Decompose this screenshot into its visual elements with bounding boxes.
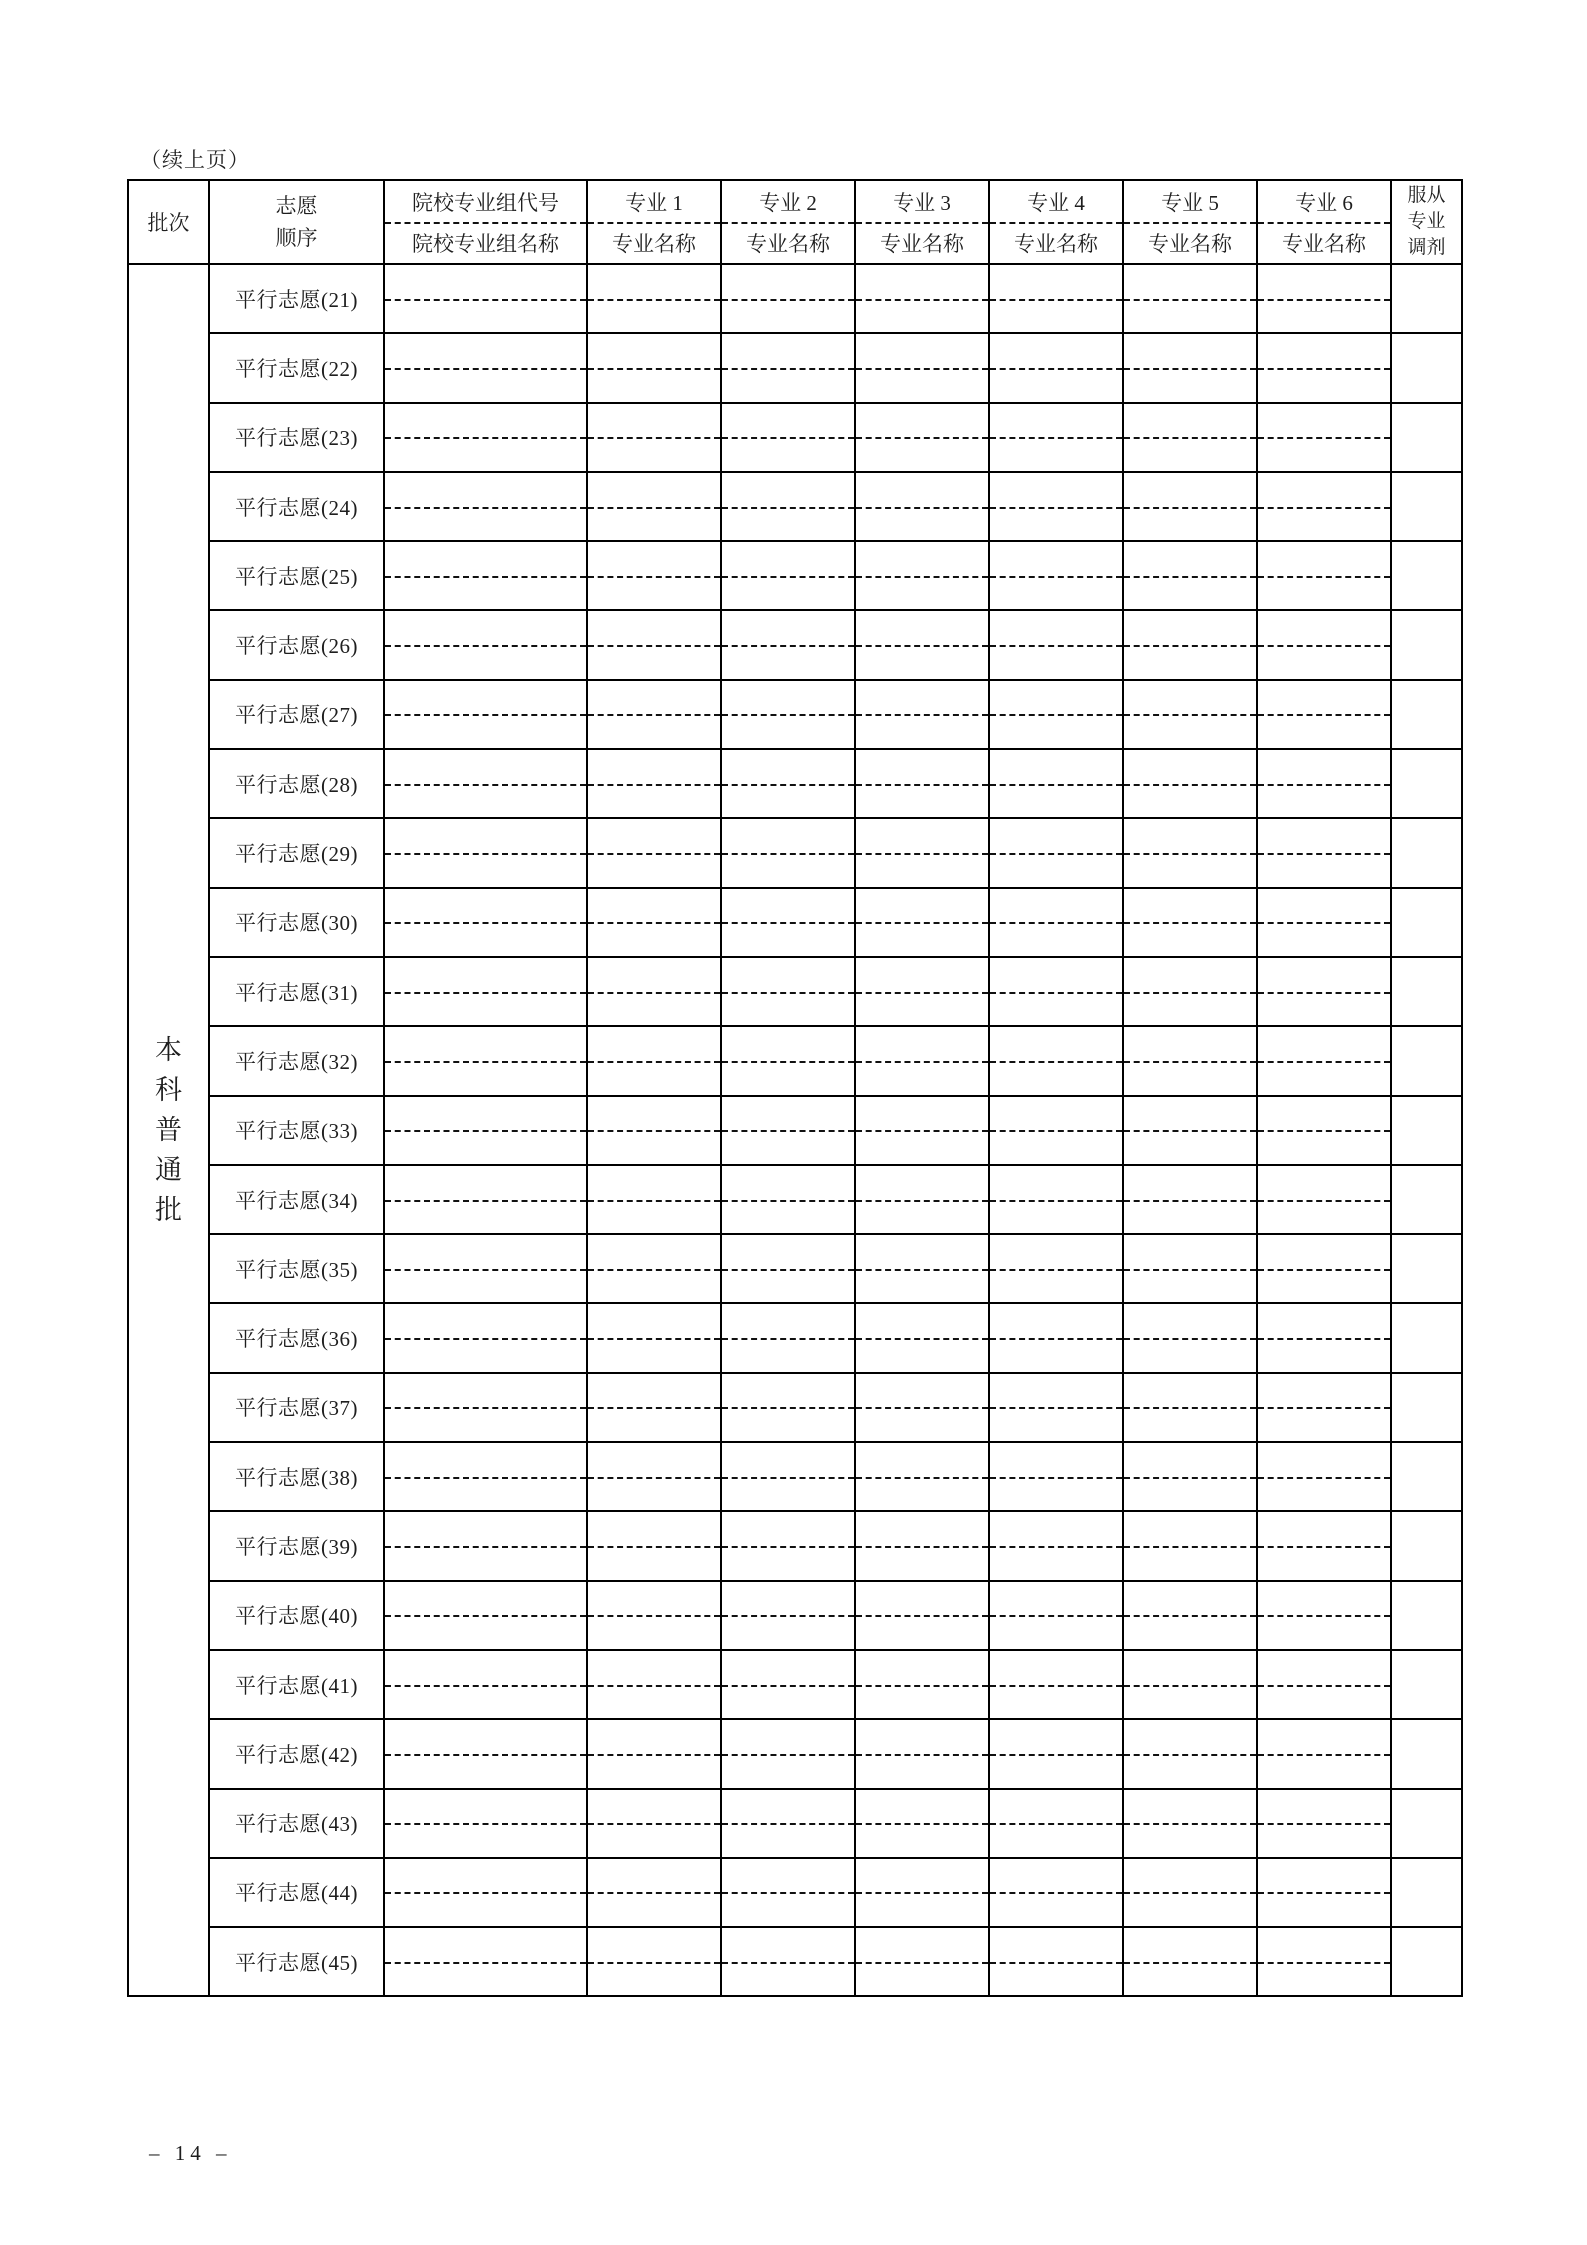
major-1-fill-cell — [587, 1373, 721, 1442]
obey-adjustment-cell — [1391, 333, 1462, 402]
volunteer-order-label: 平行志愿(21) — [209, 264, 384, 333]
major-3-fill-cell — [855, 1719, 989, 1788]
table-row — [128, 1165, 1462, 1234]
major-6-fill-cell — [1257, 1719, 1391, 1788]
major-5-fill-cell — [1123, 1858, 1257, 1927]
group-fill-cell — [384, 1026, 587, 1095]
group-fill-cell — [384, 1303, 587, 1372]
major-1-fill-cell — [587, 1165, 721, 1234]
major-3-fill-cell — [855, 1234, 989, 1303]
major-3-fill-cell — [855, 957, 989, 1026]
major-4-fill-cell — [989, 1373, 1123, 1442]
obey-adjustment-cell — [1391, 1511, 1462, 1580]
major-4-fill-cell — [989, 1026, 1123, 1095]
obey-adjustment-cell — [1391, 1581, 1462, 1650]
major-2-fill-cell — [721, 1026, 855, 1095]
volunteer-order-label: 平行志愿(45) — [209, 1927, 384, 1996]
table-row — [128, 1719, 1462, 1788]
group-fill-cell — [384, 1096, 587, 1165]
major-1-fill-cell — [587, 541, 721, 610]
header-obey-line1: 服从 — [1407, 185, 1446, 206]
page-number: – 14 – — [149, 2141, 232, 2165]
obey-adjustment-cell — [1391, 403, 1462, 472]
major-2-fill-cell — [721, 1373, 855, 1442]
volunteer-order-label: 平行志愿(39) — [209, 1511, 384, 1580]
major-2-fill-cell — [721, 1789, 855, 1858]
table-row — [128, 957, 1462, 1026]
major-2-fill-cell — [721, 1581, 855, 1650]
major-3-fill-cell — [855, 749, 989, 818]
major-3-fill-cell — [855, 1303, 989, 1372]
major-2-fill-cell — [721, 1234, 855, 1303]
table-row — [128, 610, 1462, 679]
group-fill-cell — [384, 1858, 587, 1927]
major-5-fill-cell — [1123, 1442, 1257, 1511]
major-3-fill-cell — [855, 333, 989, 402]
volunteer-order-label: 平行志愿(43) — [209, 1789, 384, 1858]
volunteer-order-label: 平行志愿(36) — [209, 1303, 384, 1372]
major-6-fill-cell — [1257, 818, 1391, 887]
major-4-fill-cell — [989, 1789, 1123, 1858]
major-2-fill-cell — [721, 1442, 855, 1511]
major-6-fill-cell — [1257, 1234, 1391, 1303]
major-1-fill-cell — [587, 472, 721, 541]
table-row — [128, 1511, 1462, 1580]
header-batch — [128, 180, 209, 264]
obey-adjustment-cell — [1391, 1650, 1462, 1719]
major-6-fill-cell — [1257, 749, 1391, 818]
major-5-fill-cell — [1123, 1026, 1257, 1095]
major-4-fill-cell — [989, 1927, 1123, 1996]
obey-adjustment-cell — [1391, 1373, 1462, 1442]
table-row — [128, 680, 1462, 749]
table-row — [128, 818, 1462, 887]
major-4-fill-cell — [989, 1165, 1123, 1234]
group-fill-cell — [384, 1650, 587, 1719]
header-major-3-label: 专业 3 — [893, 190, 951, 215]
header-major-3-sub: 专业名称 — [880, 231, 964, 256]
header-batch-label: 批次 — [147, 211, 190, 235]
major-2-fill-cell — [721, 818, 855, 887]
table-row — [128, 888, 1462, 957]
group-fill-cell — [384, 1442, 587, 1511]
header-major-5 — [1123, 180, 1257, 264]
major-5-fill-cell — [1123, 1581, 1257, 1650]
obey-adjustment-cell — [1391, 680, 1462, 749]
header-row — [128, 180, 1462, 264]
obey-adjustment-cell — [1391, 1303, 1462, 1372]
volunteer-order-label: 平行志愿(23) — [209, 403, 384, 472]
major-4-fill-cell — [989, 1511, 1123, 1580]
header-major-6 — [1257, 180, 1391, 264]
major-3-fill-cell — [855, 1927, 989, 1996]
major-1-fill-cell — [587, 888, 721, 957]
major-4-fill-cell — [989, 957, 1123, 1026]
major-3-fill-cell — [855, 264, 989, 333]
obey-adjustment-cell — [1391, 472, 1462, 541]
obey-adjustment-cell — [1391, 818, 1462, 887]
table-row — [128, 541, 1462, 610]
major-2-fill-cell — [721, 1719, 855, 1788]
major-1-fill-cell — [587, 680, 721, 749]
table-row — [128, 403, 1462, 472]
header-major-2-sub: 专业名称 — [746, 231, 830, 256]
group-fill-cell — [384, 610, 587, 679]
major-4-fill-cell — [989, 264, 1123, 333]
major-6-fill-cell — [1257, 333, 1391, 402]
header-major-3 — [855, 180, 989, 264]
volunteer-order-label: 平行志愿(30) — [209, 888, 384, 957]
major-5-fill-cell — [1123, 749, 1257, 818]
major-5-fill-cell — [1123, 888, 1257, 957]
major-4-fill-cell — [989, 818, 1123, 887]
major-1-fill-cell — [587, 1789, 721, 1858]
table-row — [128, 472, 1462, 541]
group-fill-cell — [384, 1234, 587, 1303]
group-fill-cell — [384, 680, 587, 749]
volunteer-table — [127, 179, 1463, 1997]
major-2-fill-cell — [721, 888, 855, 957]
header-major-6-label: 专业 6 — [1295, 190, 1353, 215]
batch-label-char: 普 — [155, 1114, 182, 1145]
major-6-fill-cell — [1257, 1581, 1391, 1650]
major-5-fill-cell — [1123, 403, 1257, 472]
obey-adjustment-cell — [1391, 264, 1462, 333]
volunteer-order-label: 平行志愿(27) — [209, 680, 384, 749]
major-4-fill-cell — [989, 1442, 1123, 1511]
major-6-fill-cell — [1257, 541, 1391, 610]
major-4-fill-cell — [989, 1096, 1123, 1165]
major-4-fill-cell — [989, 403, 1123, 472]
major-3-fill-cell — [855, 1650, 989, 1719]
major-5-fill-cell — [1123, 472, 1257, 541]
table-row — [128, 1581, 1462, 1650]
volunteer-order-label: 平行志愿(32) — [209, 1026, 384, 1095]
major-1-fill-cell — [587, 403, 721, 472]
major-6-fill-cell — [1257, 403, 1391, 472]
major-3-fill-cell — [855, 1581, 989, 1650]
group-fill-cell — [384, 472, 587, 541]
major-5-fill-cell — [1123, 818, 1257, 887]
major-6-fill-cell — [1257, 610, 1391, 679]
group-fill-cell — [384, 1719, 587, 1788]
major-2-fill-cell — [721, 1511, 855, 1580]
major-3-fill-cell — [855, 541, 989, 610]
group-fill-cell — [384, 1373, 587, 1442]
major-1-fill-cell — [587, 1858, 721, 1927]
major-1-fill-cell — [587, 1026, 721, 1095]
batch-label-char: 本 — [155, 1034, 182, 1065]
major-3-fill-cell — [855, 1096, 989, 1165]
volunteer-order-label: 平行志愿(34) — [209, 1165, 384, 1234]
major-2-fill-cell — [721, 472, 855, 541]
volunteer-order-label: 平行志愿(42) — [209, 1719, 384, 1788]
volunteer-order-label: 平行志愿(26) — [209, 610, 384, 679]
major-5-fill-cell — [1123, 1234, 1257, 1303]
table-row — [128, 333, 1462, 402]
major-6-fill-cell — [1257, 264, 1391, 333]
major-5-fill-cell — [1123, 1789, 1257, 1858]
major-5-fill-cell — [1123, 680, 1257, 749]
table-row — [128, 749, 1462, 818]
table-row — [128, 1026, 1462, 1095]
header-major-4 — [989, 180, 1123, 264]
table-row — [128, 1442, 1462, 1511]
major-6-fill-cell — [1257, 1789, 1391, 1858]
major-3-fill-cell — [855, 1511, 989, 1580]
major-4-fill-cell — [989, 680, 1123, 749]
major-3-fill-cell — [855, 1165, 989, 1234]
header-obey-adjustment — [1391, 180, 1462, 264]
major-1-fill-cell — [587, 264, 721, 333]
volunteer-order-label: 平行志愿(31) — [209, 957, 384, 1026]
obey-adjustment-cell — [1391, 1096, 1462, 1165]
table-row — [128, 1303, 1462, 1372]
volunteer-order-label: 平行志愿(28) — [209, 749, 384, 818]
major-2-fill-cell — [721, 333, 855, 402]
major-6-fill-cell — [1257, 1858, 1391, 1927]
major-5-fill-cell — [1123, 1096, 1257, 1165]
major-6-fill-cell — [1257, 1511, 1391, 1580]
batch-label-char: 批 — [155, 1194, 182, 1225]
major-5-fill-cell — [1123, 1927, 1257, 1996]
major-4-fill-cell — [989, 1581, 1123, 1650]
major-5-fill-cell — [1123, 610, 1257, 679]
header-obey-line2: 专业 — [1407, 211, 1446, 232]
major-1-fill-cell — [587, 957, 721, 1026]
major-1-fill-cell — [587, 333, 721, 402]
major-1-fill-cell — [587, 749, 721, 818]
volunteer-order-label: 平行志愿(29) — [209, 818, 384, 887]
group-fill-cell — [384, 818, 587, 887]
major-2-fill-cell — [721, 1165, 855, 1234]
major-4-fill-cell — [989, 472, 1123, 541]
major-1-fill-cell — [587, 1927, 721, 1996]
group-fill-cell — [384, 1581, 587, 1650]
major-2-fill-cell — [721, 1303, 855, 1372]
group-fill-cell — [384, 957, 587, 1026]
group-fill-cell — [384, 541, 587, 610]
major-4-fill-cell — [989, 888, 1123, 957]
group-fill-cell — [384, 749, 587, 818]
group-fill-cell — [384, 333, 587, 402]
major-2-fill-cell — [721, 1927, 855, 1996]
volunteer-order-label: 平行志愿(25) — [209, 541, 384, 610]
major-2-fill-cell — [721, 957, 855, 1026]
major-6-fill-cell — [1257, 1026, 1391, 1095]
batch-label — [129, 1034, 208, 1225]
obey-adjustment-cell — [1391, 610, 1462, 679]
major-5-fill-cell — [1123, 1650, 1257, 1719]
major-2-fill-cell — [721, 680, 855, 749]
obey-adjustment-cell — [1391, 1719, 1462, 1788]
volunteer-order-label: 平行志愿(35) — [209, 1234, 384, 1303]
volunteer-order-label: 平行志愿(24) — [209, 472, 384, 541]
batch-label-char: 科 — [155, 1074, 182, 1105]
major-6-fill-cell — [1257, 1373, 1391, 1442]
major-5-fill-cell — [1123, 1303, 1257, 1372]
major-4-fill-cell — [989, 541, 1123, 610]
batch-label-char: 通 — [155, 1154, 182, 1185]
major-2-fill-cell — [721, 749, 855, 818]
group-fill-cell — [384, 1789, 587, 1858]
major-6-fill-cell — [1257, 888, 1391, 957]
major-4-fill-cell — [989, 1858, 1123, 1927]
header-order-line1: 志愿 — [275, 194, 318, 218]
header-major-1-sub: 专业名称 — [612, 231, 696, 256]
table-row — [128, 1789, 1462, 1858]
major-5-fill-cell — [1123, 1719, 1257, 1788]
group-fill-cell — [384, 403, 587, 472]
major-3-fill-cell — [855, 1858, 989, 1927]
header-major-6-sub: 专业名称 — [1282, 231, 1366, 256]
header-major-1-label: 专业 1 — [625, 190, 683, 215]
major-6-fill-cell — [1257, 1650, 1391, 1719]
header-order-line2: 顺序 — [275, 226, 318, 250]
major-2-fill-cell — [721, 1096, 855, 1165]
obey-adjustment-cell — [1391, 1165, 1462, 1234]
table-row — [128, 264, 1462, 333]
group-fill-cell — [384, 888, 587, 957]
obey-adjustment-cell — [1391, 1789, 1462, 1858]
major-3-fill-cell — [855, 403, 989, 472]
major-6-fill-cell — [1257, 1442, 1391, 1511]
major-6-fill-cell — [1257, 472, 1391, 541]
obey-adjustment-cell — [1391, 1927, 1462, 1996]
group-fill-cell — [384, 264, 587, 333]
major-2-fill-cell — [721, 403, 855, 472]
major-6-fill-cell — [1257, 1165, 1391, 1234]
major-4-fill-cell — [989, 610, 1123, 679]
header-major-4-label: 专业 4 — [1027, 190, 1085, 215]
volunteer-order-label: 平行志愿(40) — [209, 1581, 384, 1650]
major-4-fill-cell — [989, 1234, 1123, 1303]
group-fill-cell — [384, 1927, 587, 1996]
major-4-fill-cell — [989, 749, 1123, 818]
header-volunteer-order — [209, 180, 384, 264]
major-3-fill-cell — [855, 818, 989, 887]
major-4-fill-cell — [989, 1719, 1123, 1788]
volunteer-order-label: 平行志愿(33) — [209, 1096, 384, 1165]
obey-adjustment-cell — [1391, 1442, 1462, 1511]
major-5-fill-cell — [1123, 264, 1257, 333]
continued-note: （续上页） — [140, 148, 250, 172]
table-row — [128, 1234, 1462, 1303]
volunteer-order-label: 平行志愿(22) — [209, 333, 384, 402]
major-1-fill-cell — [587, 1719, 721, 1788]
major-3-fill-cell — [855, 1789, 989, 1858]
table-row — [128, 1927, 1462, 1996]
header-major-2 — [721, 180, 855, 264]
major-3-fill-cell — [855, 610, 989, 679]
major-4-fill-cell — [989, 333, 1123, 402]
major-5-fill-cell — [1123, 957, 1257, 1026]
obey-adjustment-cell — [1391, 1234, 1462, 1303]
volunteer-order-label: 平行志愿(41) — [209, 1650, 384, 1719]
table-row — [128, 1858, 1462, 1927]
obey-adjustment-cell — [1391, 1858, 1462, 1927]
header-group-name: 院校专业组名称 — [412, 231, 559, 256]
obey-adjustment-cell — [1391, 957, 1462, 1026]
header-major-5-label: 专业 5 — [1161, 190, 1219, 215]
major-2-fill-cell — [721, 541, 855, 610]
header-group — [384, 180, 587, 264]
table-row — [128, 1096, 1462, 1165]
major-5-fill-cell — [1123, 333, 1257, 402]
header-major-1 — [587, 180, 721, 264]
major-3-fill-cell — [855, 888, 989, 957]
major-1-fill-cell — [587, 1511, 721, 1580]
major-1-fill-cell — [587, 1442, 721, 1511]
volunteer-order-label: 平行志愿(37) — [209, 1373, 384, 1442]
obey-adjustment-cell — [1391, 1026, 1462, 1095]
major-1-fill-cell — [587, 1096, 721, 1165]
major-3-fill-cell — [855, 472, 989, 541]
batch-cell — [128, 264, 209, 1996]
table-row — [128, 1373, 1462, 1442]
major-5-fill-cell — [1123, 541, 1257, 610]
major-3-fill-cell — [855, 1026, 989, 1095]
header-major-4-sub: 专业名称 — [1014, 231, 1098, 256]
major-1-fill-cell — [587, 1234, 721, 1303]
major-3-fill-cell — [855, 1373, 989, 1442]
major-6-fill-cell — [1257, 1303, 1391, 1372]
major-1-fill-cell — [587, 1650, 721, 1719]
obey-adjustment-cell — [1391, 749, 1462, 818]
header-major-5-sub: 专业名称 — [1148, 231, 1232, 256]
major-2-fill-cell — [721, 1858, 855, 1927]
header-obey-line3: 调剂 — [1407, 237, 1446, 258]
major-4-fill-cell — [989, 1650, 1123, 1719]
major-1-fill-cell — [587, 1581, 721, 1650]
major-5-fill-cell — [1123, 1373, 1257, 1442]
major-1-fill-cell — [587, 610, 721, 679]
volunteer-order-label: 平行志愿(38) — [209, 1442, 384, 1511]
obey-adjustment-cell — [1391, 888, 1462, 957]
major-6-fill-cell — [1257, 1096, 1391, 1165]
major-3-fill-cell — [855, 680, 989, 749]
header-group-code: 院校专业组代号 — [412, 190, 559, 215]
major-2-fill-cell — [721, 610, 855, 679]
major-1-fill-cell — [587, 1303, 721, 1372]
volunteer-order-label: 平行志愿(44) — [209, 1858, 384, 1927]
group-fill-cell — [384, 1165, 587, 1234]
major-5-fill-cell — [1123, 1165, 1257, 1234]
major-2-fill-cell — [721, 1650, 855, 1719]
major-6-fill-cell — [1257, 680, 1391, 749]
header-major-2-label: 专业 2 — [759, 190, 817, 215]
major-4-fill-cell — [989, 1303, 1123, 1372]
major-5-fill-cell — [1123, 1511, 1257, 1580]
group-fill-cell — [384, 1511, 587, 1580]
obey-adjustment-cell — [1391, 541, 1462, 610]
major-6-fill-cell — [1257, 1927, 1391, 1996]
major-1-fill-cell — [587, 818, 721, 887]
major-3-fill-cell — [855, 1442, 989, 1511]
table-row — [128, 1650, 1462, 1719]
major-6-fill-cell — [1257, 957, 1391, 1026]
major-2-fill-cell — [721, 264, 855, 333]
